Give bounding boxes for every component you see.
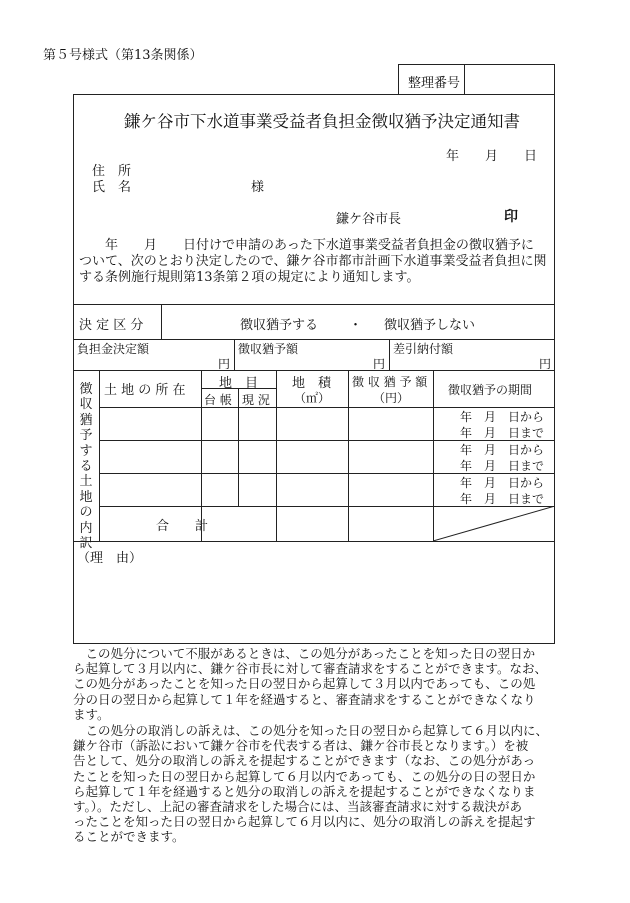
rule-decision-divider bbox=[161, 304, 162, 339]
option-defer: 徴収猶予する bbox=[240, 318, 319, 333]
intro-line: ついて、次のとおり決定したので、鎌ケ谷市都市計画下水道事業受益者負担に関 bbox=[79, 254, 547, 269]
col-amount-unit: （円） bbox=[373, 391, 410, 405]
deferred-amount-label: 徴収猶予額 bbox=[238, 342, 299, 356]
option-separator: ・ bbox=[349, 318, 363, 333]
notice-line: 告として、処分の取消しの訴えを提起することができます（なお、この処分があっ bbox=[73, 753, 536, 769]
issue-date: 年 月 日 bbox=[446, 149, 538, 164]
net-amount-unit: 円 bbox=[539, 357, 552, 371]
lawsuit-notice bbox=[73, 723, 555, 845]
col-area-header: 地 積 bbox=[292, 376, 332, 391]
form-frame bbox=[73, 94, 555, 644]
land-breakdown-side-label: 徴収猶予する土地の内訳 bbox=[79, 382, 93, 552]
period-from-1: 年 月 日から bbox=[460, 410, 545, 424]
col-genkyo-header: 現 況 bbox=[242, 393, 270, 407]
honorific-sama: 様 bbox=[251, 180, 265, 195]
rule-col-area bbox=[348, 370, 349, 541]
period-to-3: 年 月 日まで bbox=[460, 492, 545, 506]
appeal-notice bbox=[73, 646, 555, 722]
rule-table-top bbox=[73, 370, 555, 371]
rule-side-label-divider bbox=[99, 370, 100, 541]
notice-line: この処分について不服があるときは、この処分があったことを知った日の翌日か bbox=[73, 646, 536, 661]
rule-amount-div-2 bbox=[389, 339, 390, 370]
notice-line: ったことを知った日の翌日から起算して６月以内に、処分の取消しの訴えを提起す bbox=[73, 814, 536, 830]
rule-table-bottom bbox=[73, 541, 555, 542]
intro-line: 年 月 日付けで申請のあった下水道事業受益者負担金の徴収猶予に bbox=[79, 238, 534, 253]
total-label: 合 計 bbox=[156, 519, 209, 534]
period-from-3: 年 月 日から bbox=[460, 476, 545, 490]
col-location-header: 土 地 の 所 在 bbox=[104, 383, 186, 398]
reason-label: （理 由） bbox=[77, 551, 143, 566]
notice-line: 分の日の翌日から起算して１年を経過すると、審査請求をすることができなくなり bbox=[73, 691, 536, 707]
address-label: 住 所 bbox=[92, 164, 132, 179]
col-daicho-header: 台 帳 bbox=[204, 393, 232, 407]
col-chimoku-header: 地 目 bbox=[219, 376, 259, 391]
notice-line: この処分の取消しの訴えは、この処分を知った日の翌日から起算して６月以内に、 bbox=[73, 723, 549, 738]
col-period-header: 徴収猶予の期間 bbox=[448, 383, 533, 397]
rule-decision-top bbox=[73, 304, 555, 305]
notice-line: ら起算して１年を経過すると処分の取消しの訴えを提起することができなくなりま bbox=[73, 783, 536, 799]
control-number-divider bbox=[464, 65, 465, 95]
option-no-defer: 徴収猶予しない bbox=[384, 318, 476, 333]
col-amount-header: 徴 収 猶 予 額 bbox=[352, 375, 428, 389]
rule-col-genkyo bbox=[276, 370, 277, 541]
rule-col-daicho bbox=[238, 388, 239, 506]
period-to-1: 年 月 日まで bbox=[460, 426, 545, 440]
intro-text bbox=[79, 238, 546, 286]
decision-label: 決 定 区 分 bbox=[79, 318, 144, 333]
notice-line: 鎌ケ谷市（訴訟において鎌ケ谷市を代表する者は、鎌ケ谷市長となります。）を被 bbox=[73, 738, 529, 754]
rule-amount-div-1 bbox=[234, 339, 235, 370]
form-number: 第５号様式（第13条関係） bbox=[43, 48, 203, 63]
notice-line: ます。 bbox=[73, 706, 110, 722]
seal-mark: 印 bbox=[504, 209, 518, 225]
notice-line: ら起算して３月以内に、鎌ケ谷市長に対して審査請求をすることができます。なお、 bbox=[73, 661, 548, 677]
determined-amount-unit: 円 bbox=[218, 357, 231, 371]
notice-line: す。）。ただし、上記の審査請求をした場合には、当該審査請求に対する裁決があ bbox=[73, 799, 523, 815]
net-amount-label: 差引納付額 bbox=[393, 342, 454, 356]
notice-line: この処分があったことを知った日の翌日から起算して３月以内であっても、この処 bbox=[73, 676, 536, 692]
period-to-2: 年 月 日まで bbox=[460, 459, 545, 473]
intro-line: する条例施行規則第13条第２項の規定により通知します。 bbox=[79, 270, 420, 285]
document-title: 鎌ケ谷市下水道事業受益者負担金徴収猶予決定通知書 bbox=[124, 112, 520, 131]
control-number-box bbox=[398, 64, 555, 95]
mayor-title: 鎌ケ谷市長 bbox=[336, 212, 402, 227]
determined-amount-label: 負担金決定額 bbox=[77, 342, 150, 356]
total-period-diagonal bbox=[433, 506, 555, 541]
deferred-amount-unit: 円 bbox=[373, 357, 386, 371]
control-number-label: 整理番号 bbox=[408, 76, 461, 91]
notice-line: ることができます。 bbox=[73, 829, 185, 845]
col-area-unit: （㎡） bbox=[294, 391, 331, 405]
period-from-2: 年 月 日から bbox=[460, 443, 545, 457]
name-label: 氏 名 bbox=[92, 180, 132, 195]
notice-line: たことを知った日の翌日から起算して６月以内であっても、この処分の日の翌日か bbox=[73, 768, 536, 784]
